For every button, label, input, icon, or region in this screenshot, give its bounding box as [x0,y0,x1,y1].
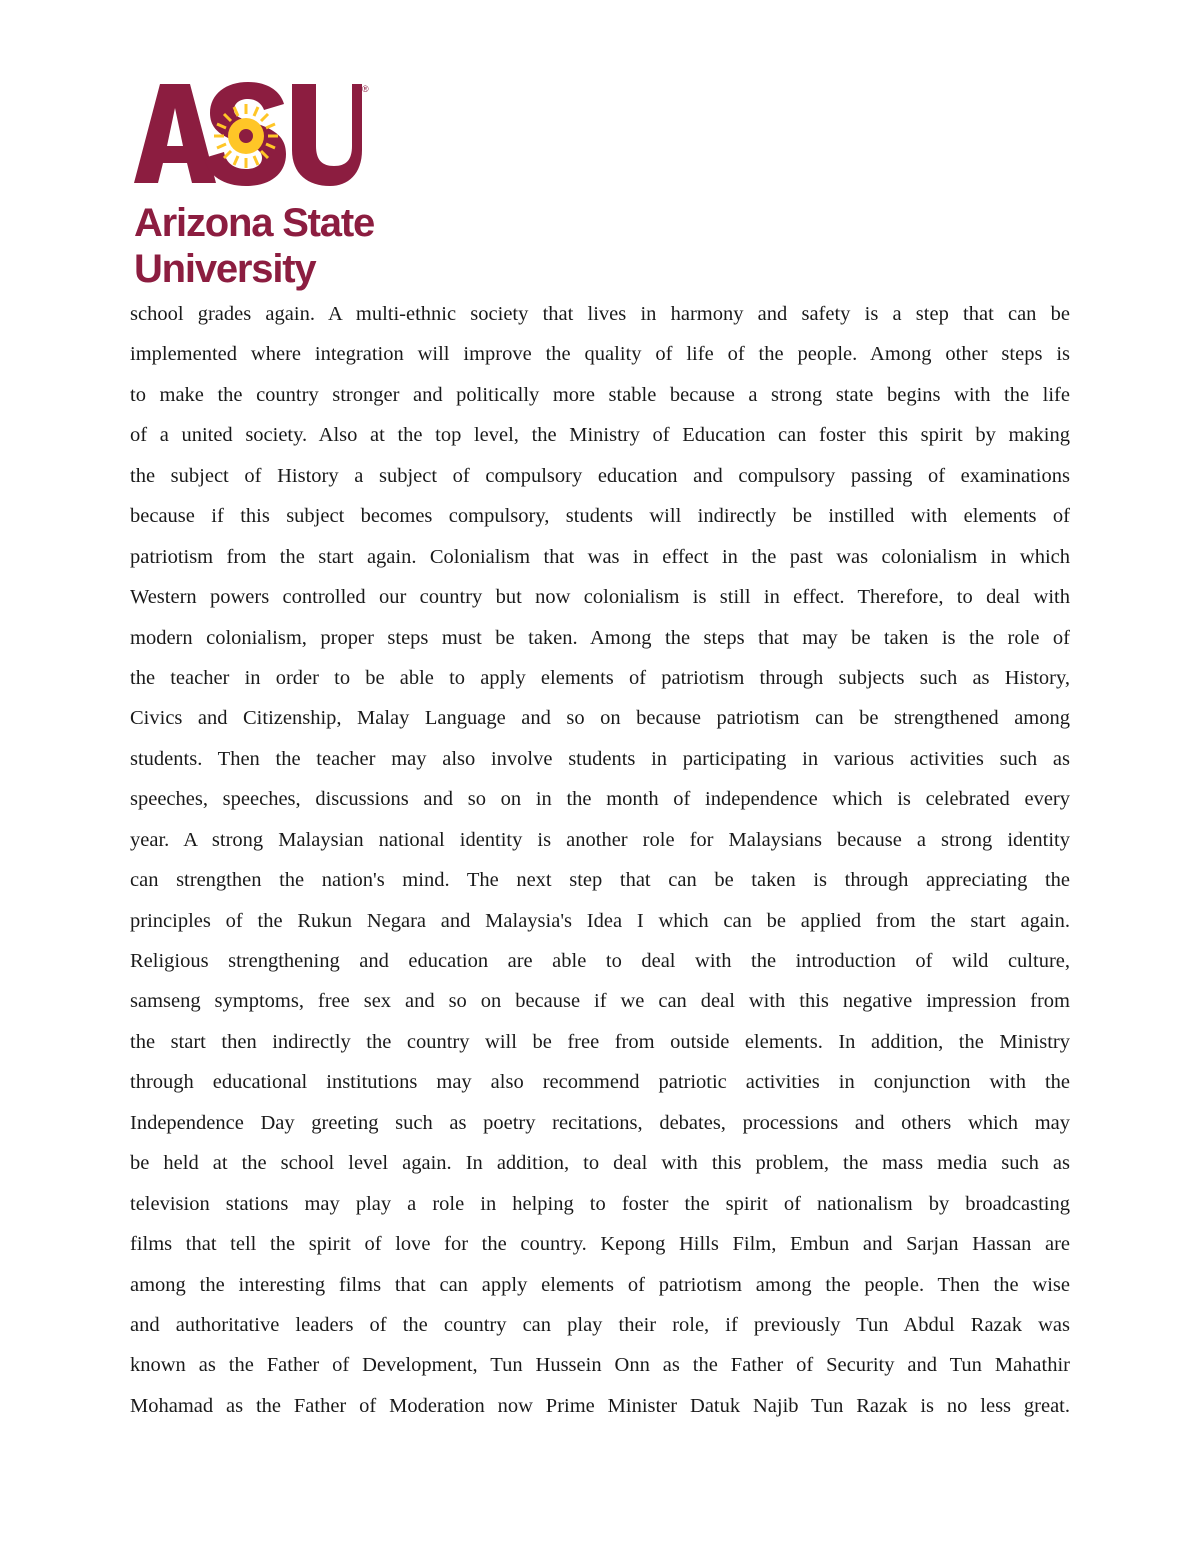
body-text-line: samseng symptoms, free sex and so on because if we can deal with this negative impression from [130,990,1070,1013]
document-body [130,294,1070,1426]
body-text-line: Religious strengthening and education are able to deal with the introduction of wild culture, [130,950,1070,972]
body-text-line: the teacher in order to be able to apply elements of patriotism through subjects such as History, [130,666,1070,689]
body-text-line: modern colonialism, proper steps must be taken. Among the steps that may be taken is the role of [130,626,1070,649]
body-text-line: school grades again. A multi-ethnic society that lives in harmony and safety is a step that can be [130,303,1070,325]
body-text-line: the subject of History a subject of compulsory education and compulsory passing of examinations [130,464,1070,487]
body-text-line: year. A strong Malaysian national identity is another role for Malaysians because a strong identity [130,828,1070,851]
asu-logo-graphic [134,80,414,295]
body-text-line: Mohamad as the Father of Moderation now Prime Minister Datuk Najib Tun Razak is no less great. [130,1394,1070,1417]
body-text-line: to make the country stronger and politically more stable because a strong state begins with the life [130,383,1070,406]
logo-name-line2: University [134,247,316,291]
body-text-line: among the interesting films that can apply elements of patriotism among the people. Then the wise [130,1273,1070,1296]
body-text-line: Independence Day greeting such as poetry recitations, debates, processions and others which may [130,1111,1070,1134]
body-text-line: Civics and Citizenship, Malay Language and so on because patriotism can be strengthened among [130,707,1070,730]
body-text-line: Western powers controlled our country but now colonialism is still in effect. Therefore, to deal with [130,586,1070,609]
body-text-line: students. Then the teacher may also involve students in participating in various activities such as [130,747,1070,770]
logo-letter-u [292,84,362,186]
body-text-line: the start then indirectly the country will be free from outside elements. In addition, the Ministry [130,1030,1070,1053]
body-text-line: known as the Father of Development, Tun Hussein Onn as the Father of Security and Tun Mahathir [130,1354,1070,1377]
body-text-line: patriotism from the start again. Colonialism that was in effect in the past was colonialism in which [130,545,1070,568]
body-text-line: and authoritative leaders of the country can play their role, if previously Tun Abdul Razak was [130,1313,1070,1336]
body-text-line: through educational institutions may also recommend patriotic activities in conjunction with the [130,1071,1070,1094]
body-text-line: principles of the Rukun Negara and Malaysia's Idea I which can be applied from the start again. [130,909,1070,932]
logo-name-line1: Arizona State [134,201,375,245]
body-text-line: because if this subject becomes compulsory, students will indirectly be instilled with elements of [130,505,1070,528]
asu-logo [134,80,414,295]
body-text-line: implemented where integration will improve the quality of life of the people. Among other steps is [130,343,1070,366]
body-text-line: films that tell the spirit of love for the country. Kepong Hills Film, Embun and Sarjan Hassan are [130,1233,1070,1256]
body-text-line: be held at the school level again. In addition, to deal with this problem, the mass media such as [130,1152,1070,1175]
body-text-line: can strengthen the nation's mind. The next step that can be taken is through appreciating the [130,869,1070,892]
registered-mark: ® [362,84,369,94]
body-text-line: television stations may play a role in helping to foster the spirit of nationalism by broadcasting [130,1192,1070,1215]
body-text-line: of a united society. Also at the top level, the Ministry of Education can foster this spirit by making [130,424,1070,447]
body-text-line: speeches, speeches, discussions and so on in the month of independence which is celebrated every [130,788,1070,811]
